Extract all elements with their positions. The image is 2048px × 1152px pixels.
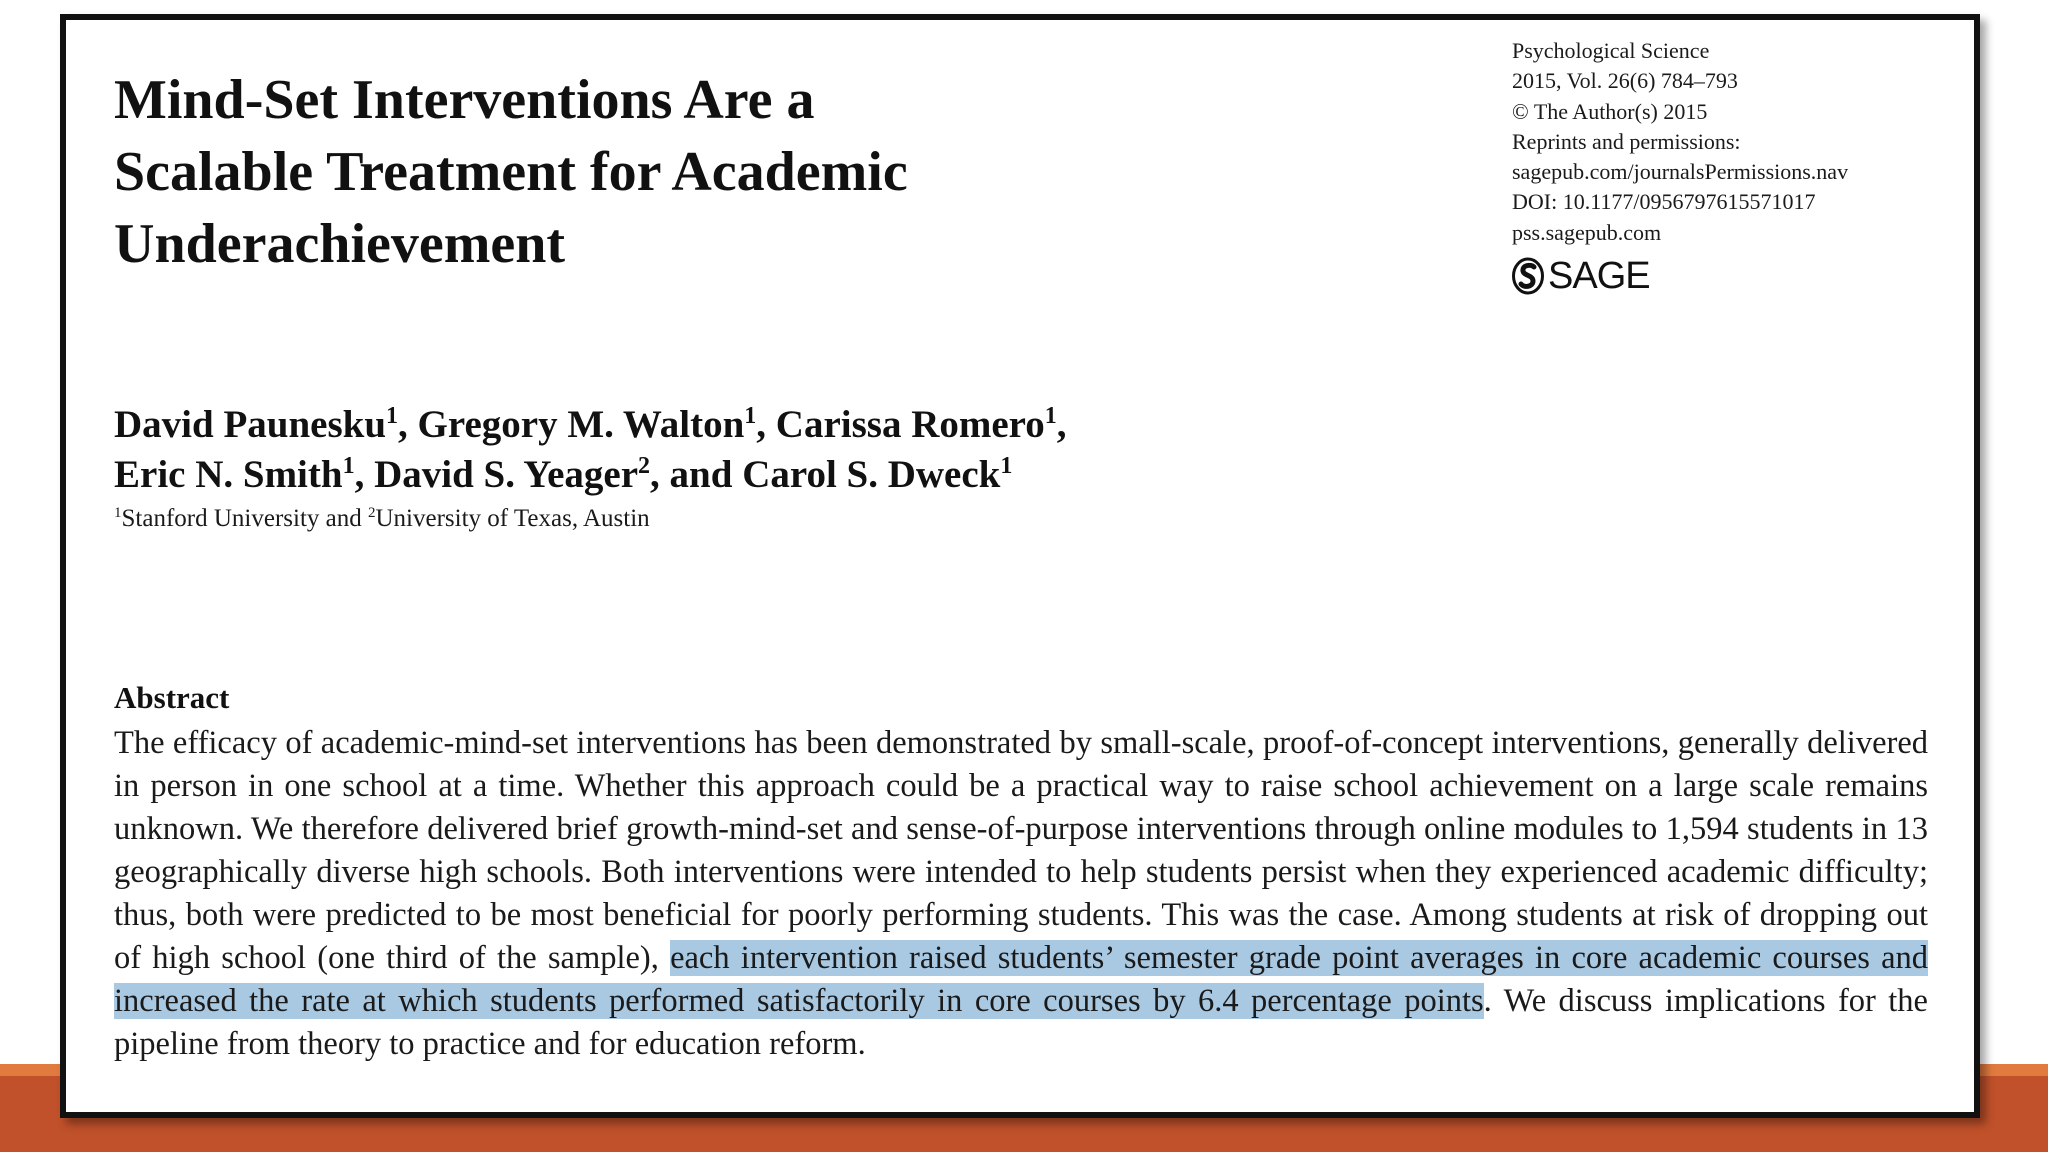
abstract-heading: Abstract [114,680,230,715]
affiliation-marker: 1 [342,453,355,479]
journal-site: pss.sagepub.com [1512,219,1662,245]
abstract-body[interactable] [114,722,1928,1066]
abstract-text: The efficacy of academic-mind-set interventions has been demonstrated by small-scale, proof-of-concept interventions, generally delivered in person in one school at a time. Whether this approach could be a practical way to raise school achievement on a large scale remains unknown. We therefore delivered brief growth-mind-set and sense-of-purpose interventions through online modules to 1,594 students in 13 geographically diverse high schools. Both interventions were intended to help students persist when they experienced academic difficulty; thus, both were predicted to be most beneficial for poorly performing students. This was the case. Among students at risk of dropping out of high school (one third of the sample), [114,725,1928,976]
affiliation-marker: 1 [744,403,757,429]
author-name: Eric N. Smith [114,453,343,496]
author-name: David Paunesku [114,403,387,446]
sage-logo [1512,256,1952,296]
author-separator: , [756,403,776,446]
copyright-line: © The Author(s) 2015 [1512,98,1708,124]
author-separator: , [1056,403,1067,446]
affiliation-marker: 1 [1044,403,1057,429]
title-line-2: Scalable Treatment for Academic [114,141,908,203]
affiliation-marker: 2 [638,453,651,479]
author-separator: , [354,453,375,496]
highlighted-text-selection[interactable]: each intervention raised students’ semester grade point averages in core academic courses and increased the rate at which students performed satisfactorily in core courses by 6.4 percentage points [114,940,1928,1019]
affiliation-marker: 1 [1000,453,1013,479]
author-list [114,400,1514,500]
affiliation-text: Stanford University and [121,505,368,532]
journal-volume: 2015, Vol. 26(6) 784–793 [1512,68,1738,94]
abstract-text: . We discuss implications for the pipeline from theory to practice and for education reform. [114,983,1928,1062]
reprints-label: Reprints and permissions: [1512,128,1741,154]
title-line-1: Mind-Set Interventions Are a [114,69,815,131]
author-separator: , and [650,453,743,496]
affiliation-marker: 1 [386,403,399,429]
author-name: Gregory M. Walton [417,403,745,446]
author-separator: , [398,403,418,446]
affiliation-marker: 1 [114,505,122,521]
sage-logo-text: SAGE [1548,255,1650,298]
author-name: David S. Yeager [374,453,639,496]
permissions-url: sagepub.com/journalsPermissions.nav [1512,159,1849,185]
affiliations [114,504,650,534]
title-line-3: Underachievement [114,213,566,275]
author-name: Carissa Romero [775,403,1045,446]
journal-meta [1512,36,1952,296]
author-name: Carol S. Dweck [742,453,1001,496]
author-line-1 [114,400,1514,450]
sage-circle-icon [1512,257,1546,295]
journal-name: Psychological Science [1512,38,1710,63]
author-line-2 [114,450,1514,500]
doi-line: DOI: 10.1177/0956797615571017 [1512,189,1816,215]
affiliation-marker: 2 [367,505,376,521]
affiliation-text: University of Texas, Austin [375,505,650,532]
paper-page [60,14,1980,1118]
article-title [114,64,1174,280]
